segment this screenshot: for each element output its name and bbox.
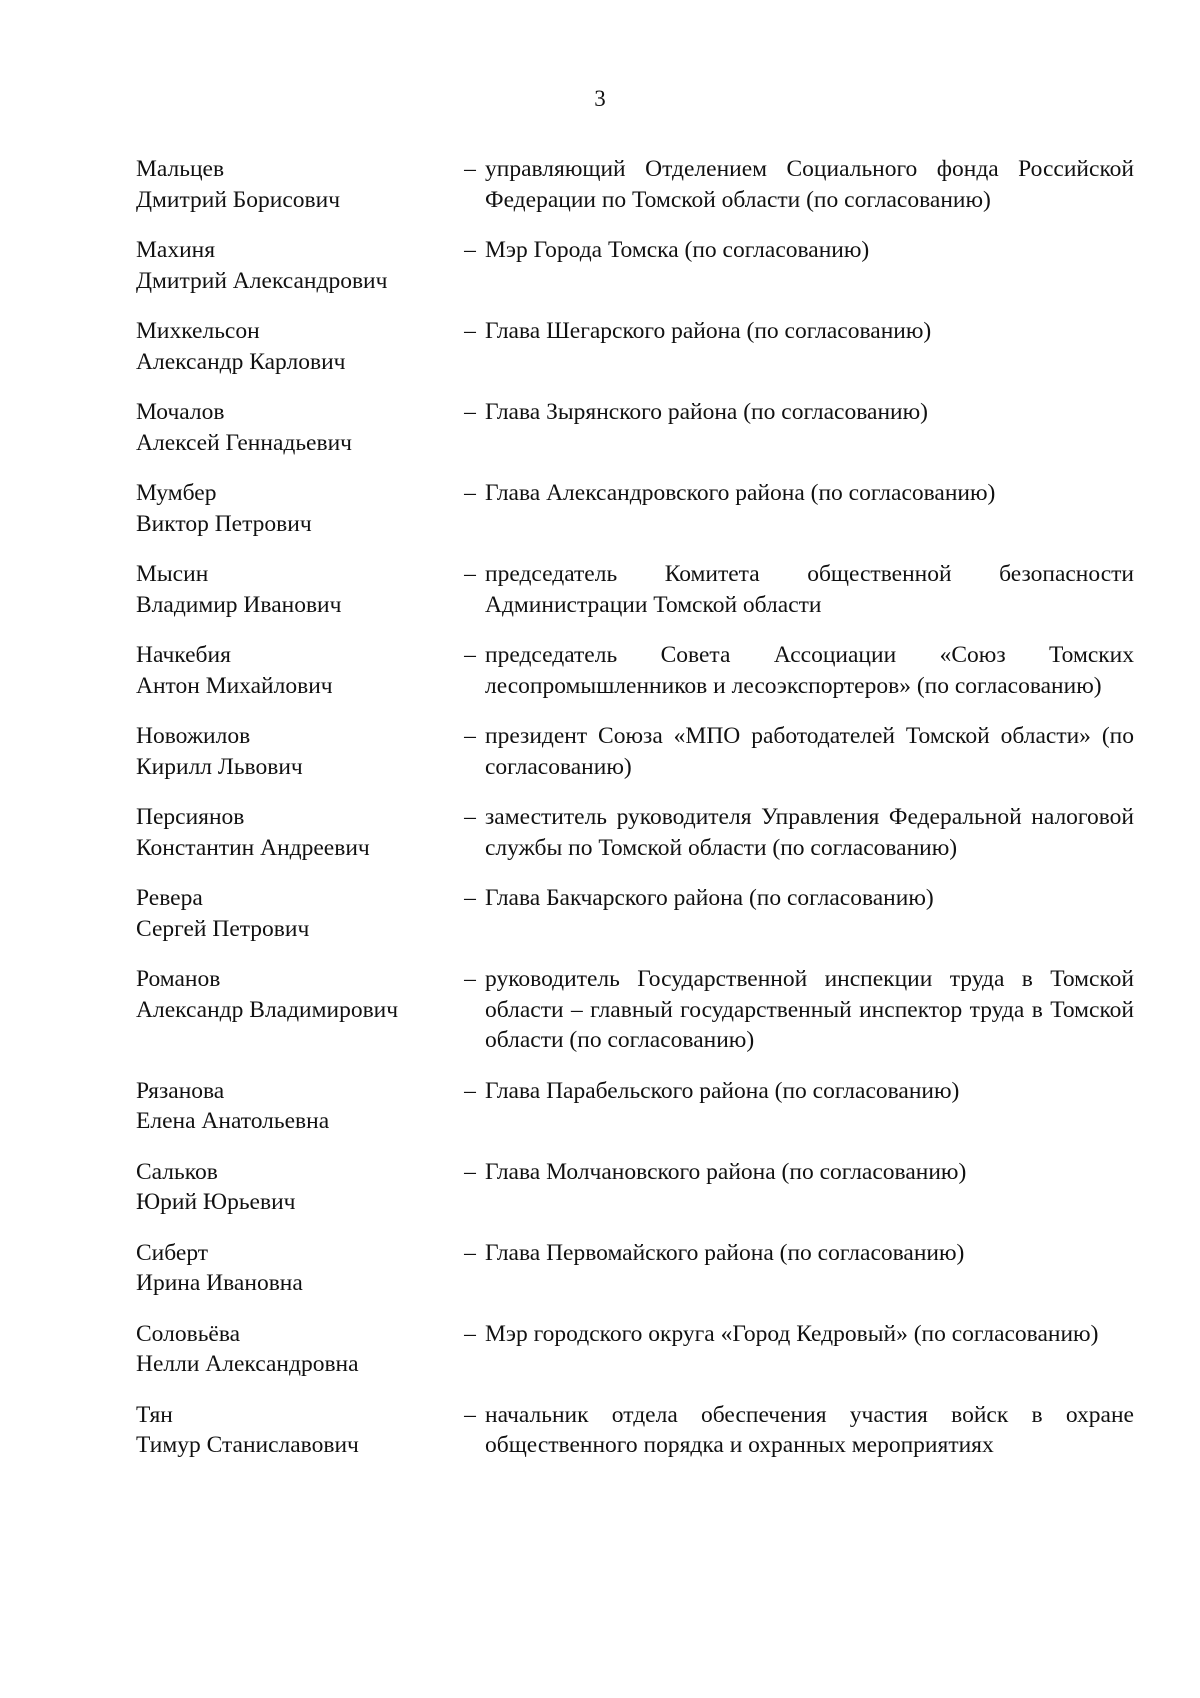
dash-separator: – — [464, 480, 476, 506]
member-given-names: Антон Михайлович — [136, 672, 333, 699]
member-entry — [136, 802, 1134, 863]
member-entry — [136, 559, 1134, 620]
member-position: Глава Парабельского района (по согласованию) — [485, 1077, 960, 1104]
member-position: президент Союза «МПО работодателей Томской области» (по согласованию) — [485, 723, 1134, 780]
member-given-names: Виктор Петрович — [136, 510, 312, 537]
dash-separator: – — [464, 966, 476, 992]
member-surname: Мысин — [136, 561, 209, 587]
member-name — [136, 1238, 455, 1299]
member-surname: Соловьёва — [136, 1320, 241, 1347]
member-surname: Мочалов — [136, 399, 225, 425]
member-position: председатель Комитета общественной безопасности Администрации Томской области — [485, 561, 1134, 618]
member-surname: Мумбер — [136, 480, 217, 506]
dash-separator: – — [464, 318, 476, 344]
member-given-names: Сергей Петрович — [136, 915, 310, 942]
member-position: председатель Совета Ассоциации «Союз Томских лесопромышленников и лесоэкспортеров» (по согласованию) — [485, 642, 1134, 699]
member-position: Глава Молчановского района (по согласованию) — [485, 1158, 967, 1185]
dash-separator: – — [464, 642, 476, 668]
member-entry — [136, 964, 1134, 1056]
member-surname: Тян — [136, 1401, 173, 1428]
member-position: Глава Зырянского района (по согласованию) — [485, 399, 928, 425]
member-name — [136, 478, 455, 539]
dash-separator: – — [464, 1158, 476, 1185]
member-name — [136, 235, 455, 296]
member-name — [136, 1400, 455, 1461]
member-given-names: Александр Владимирович — [136, 996, 399, 1023]
member-name — [136, 721, 455, 782]
dash-separator: – — [464, 1239, 476, 1266]
member-name — [136, 640, 455, 701]
member-position: Глава Первомайского района (по согласованию) — [485, 1239, 965, 1266]
member-position: Глава Александровского района (по согласованию) — [485, 480, 996, 506]
member-name — [136, 1076, 455, 1137]
member-name — [136, 397, 455, 458]
member-position: Глава Бакчарского района (по согласованию) — [485, 885, 934, 911]
member-name — [136, 1157, 455, 1218]
member-given-names: Нелли Александровна — [136, 1351, 359, 1377]
dash-separator: – — [464, 885, 476, 911]
member-name — [136, 316, 455, 377]
member-entry — [136, 154, 1134, 215]
member-position: Глава Шегарского района (по согласованию) — [485, 318, 932, 344]
member-entry — [136, 640, 1134, 701]
dash-separator: – — [464, 399, 476, 425]
member-given-names: Александр Карлович — [136, 348, 346, 375]
dash-separator: – — [464, 156, 476, 182]
dash-separator: – — [464, 804, 476, 830]
member-given-names: Алексей Геннадьевич — [136, 429, 352, 456]
member-entry — [136, 1157, 1134, 1218]
member-given-names: Кирилл Львович — [136, 753, 303, 780]
member-surname: Мальцев — [136, 156, 225, 182]
member-given-names: Владимир Иванович — [136, 591, 342, 618]
member-entry — [136, 883, 1134, 944]
member-surname: Рязанова — [136, 1077, 225, 1104]
member-surname: Начкебия — [136, 642, 231, 668]
member-entry — [136, 316, 1134, 377]
dash-separator: – — [464, 1320, 476, 1347]
member-given-names: Константин Андреевич — [136, 834, 370, 861]
member-position: Мэр городского округа «Город Кедровый» (по согласованию) — [485, 1320, 1099, 1347]
member-surname: Махиня — [136, 237, 216, 263]
member-position: заместитель руководителя Управления Федеральной налоговой службы по Томской области (по согласованию) — [485, 804, 1134, 861]
member-name — [136, 964, 455, 1025]
member-position: руководитель Государственной инспекции труда в Томской области – главный государственный инспектор труда в Томской области (по согласованию) — [485, 966, 1134, 1053]
dash-separator: – — [464, 237, 476, 263]
member-entry — [136, 1076, 1134, 1137]
member-name — [136, 802, 455, 863]
member-name — [136, 1319, 455, 1380]
member-surname: Новожилов — [136, 723, 251, 749]
member-position: начальник отдела обеспечения участия войск в охране общественного порядка и охранных мероприятиях — [485, 1401, 1134, 1458]
member-entry — [136, 1319, 1134, 1380]
member-entry — [136, 397, 1134, 458]
member-given-names: Тимур Станиславович — [136, 1432, 359, 1458]
member-surname: Михкельсон — [136, 318, 260, 344]
dash-separator: – — [464, 723, 476, 749]
member-name — [136, 883, 455, 944]
member-entry — [136, 1238, 1134, 1299]
member-entry — [136, 1400, 1134, 1461]
member-name — [136, 559, 455, 620]
member-entry — [136, 235, 1134, 296]
member-name — [136, 154, 455, 215]
member-list — [136, 154, 1134, 1481]
member-surname: Персиянов — [136, 804, 245, 830]
member-surname: Сальков — [136, 1158, 218, 1185]
member-surname: Романов — [136, 966, 221, 992]
member-position: Мэр Города Томска (по согласованию) — [485, 237, 870, 263]
member-given-names: Ирина Ивановна — [136, 1270, 303, 1296]
member-position: управляющий Отделением Социального фонда Российской Федерации по Томской области (по согласованию) — [485, 156, 1134, 213]
member-entry — [136, 721, 1134, 782]
dash-separator: – — [464, 561, 476, 587]
member-given-names: Дмитрий Борисович — [136, 186, 341, 213]
member-given-names: Дмитрий Александрович — [136, 267, 388, 294]
dash-separator: – — [464, 1401, 476, 1428]
page-number: 3 — [594, 86, 606, 111]
member-surname: Ревера — [136, 885, 203, 911]
dash-separator: – — [464, 1077, 476, 1104]
member-given-names: Елена Анатольевна — [136, 1108, 330, 1134]
member-entry — [136, 478, 1134, 539]
member-surname: Сиберт — [136, 1239, 209, 1266]
member-given-names: Юрий Юрьевич — [136, 1189, 296, 1215]
